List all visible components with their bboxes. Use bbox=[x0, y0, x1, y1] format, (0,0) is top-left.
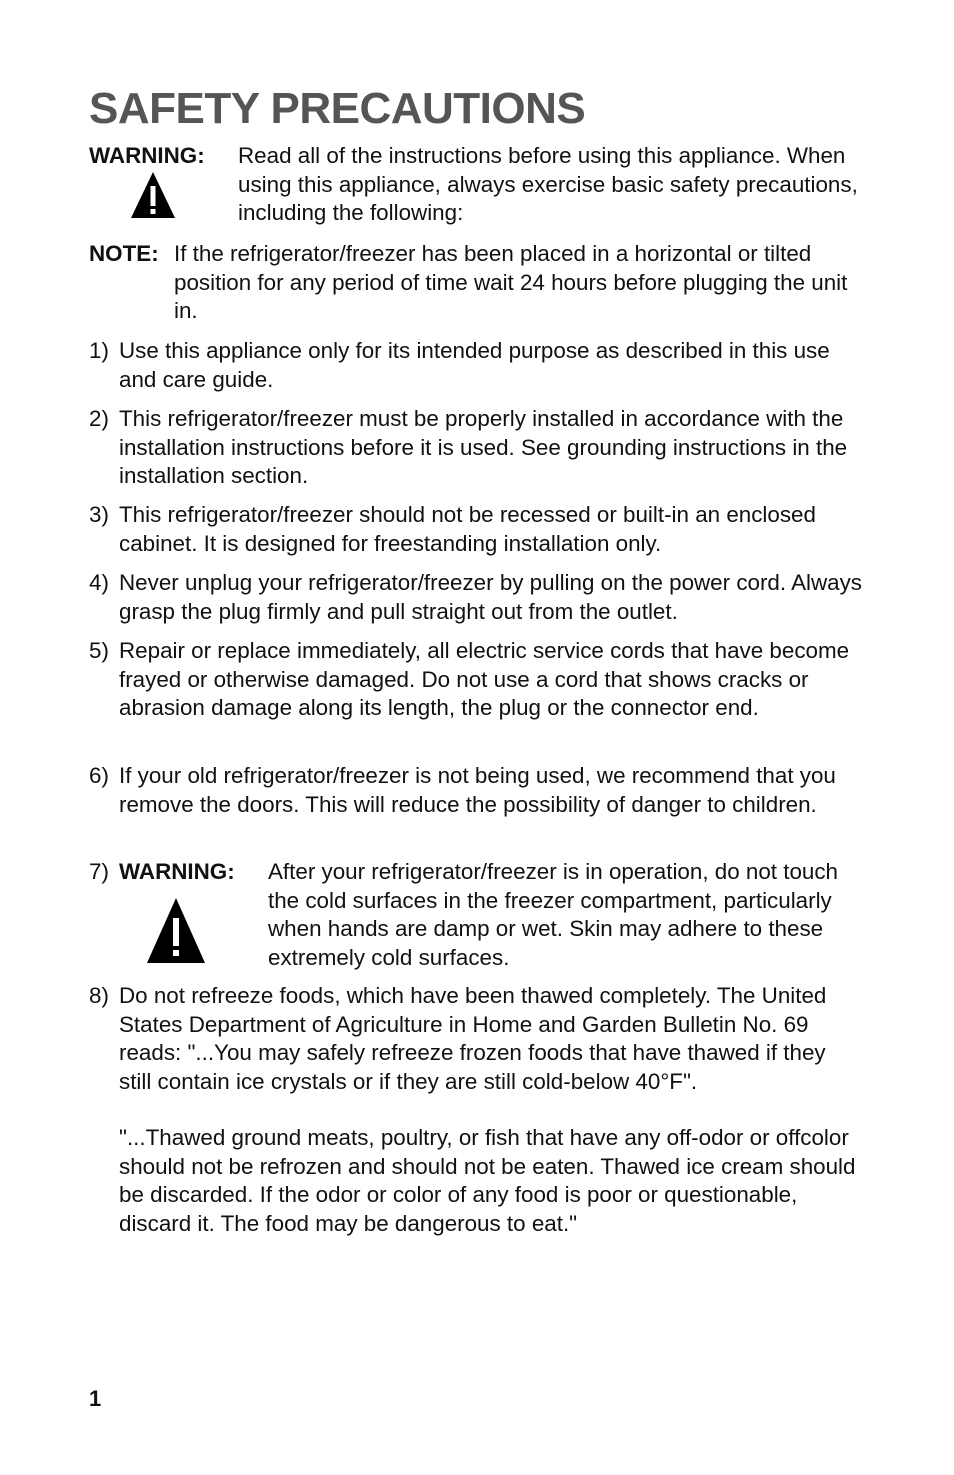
warning-text: Read all of the instructions before using this appliance. When using this appliance, always exercise basic safety precautions, including the following: bbox=[238, 143, 858, 225]
item-number: 1) bbox=[89, 338, 109, 363]
item-paragraph: "...Thawed ground meats, poultry, or fish that have any off-odor or offcolor should not be refrozen and should not be eaten. Thawed ice cream should be discarded. If the odor or color of any food is poor or questionable, discard it. The food may be dangerous to eat." bbox=[119, 1125, 856, 1236]
warning-label: WARNING: bbox=[89, 143, 205, 168]
item-number: 7) bbox=[89, 859, 109, 884]
warning-triangle-icon bbox=[129, 170, 177, 220]
item-number: 2) bbox=[89, 406, 109, 431]
page-title: SAFETY PRECAUTIONS bbox=[89, 84, 586, 133]
item-number: 6) bbox=[89, 763, 109, 788]
page-number: 1 bbox=[89, 1386, 102, 1411]
item-text bbox=[119, 982, 864, 1238]
item-text: If your old refrigerator/freezer is not being used, we recommend that you remove the doors. This will reduce the possibility of danger to children. bbox=[119, 763, 836, 817]
item-text: Use this appliance only for its intended purpose as described in this use and care guide. bbox=[119, 338, 830, 392]
note-label: NOTE: bbox=[89, 241, 159, 266]
item-paragraph: Do not refreeze foods, which have been thawed completely. The United States Department of Agriculture in Home and Garden Bulletin No. 69 reads: "...You may safely refreeze frozen foods that have thawed if they still contain ice crystals or if they are still cold-below 40°F". bbox=[119, 983, 827, 1094]
note-text: If the refrigerator/freezer has been placed in a horizontal or tilted position for any period of time wait 24 hours before plugging the unit in. bbox=[174, 241, 848, 323]
item-number: 4) bbox=[89, 570, 109, 595]
item-number: 8) bbox=[89, 983, 109, 1008]
item-number: 5) bbox=[89, 638, 109, 663]
list-item bbox=[89, 982, 869, 1242]
note-block bbox=[89, 240, 869, 330]
list-item-warning bbox=[89, 858, 869, 978]
warning-label: WARNING: bbox=[119, 859, 235, 884]
warning-triangle-icon bbox=[145, 896, 207, 966]
item-text: This refrigerator/freezer should not be recessed or built-in an enclosed cabinet. It is designed for freestanding installation only. bbox=[119, 502, 816, 556]
item-text: This refrigerator/freezer must be properly installed in accordance with the installation instructions before it is used. See grounding instructions in the installation section. bbox=[119, 406, 848, 488]
item-text: Never unplug your refrigerator/freezer by pulling on the power cord. Always grasp the plug firmly and pull straight out from the outlet. bbox=[119, 570, 863, 624]
item-number: 3) bbox=[89, 502, 109, 527]
item-text: Repair or replace immediately, all electric service cords that have become frayed or otherwise damaged. Do not use a cord that shows cracks or abrasion damage along its length, the plug or the connector end. bbox=[119, 638, 850, 720]
warning-block bbox=[89, 142, 869, 232]
warning-text: After your refrigerator/freezer is in operation, do not touch the cold surfaces in the freezer compartment, particularly when hands are damp or wet. Skin may adhere to these extremely cold surfaces. bbox=[268, 859, 839, 970]
